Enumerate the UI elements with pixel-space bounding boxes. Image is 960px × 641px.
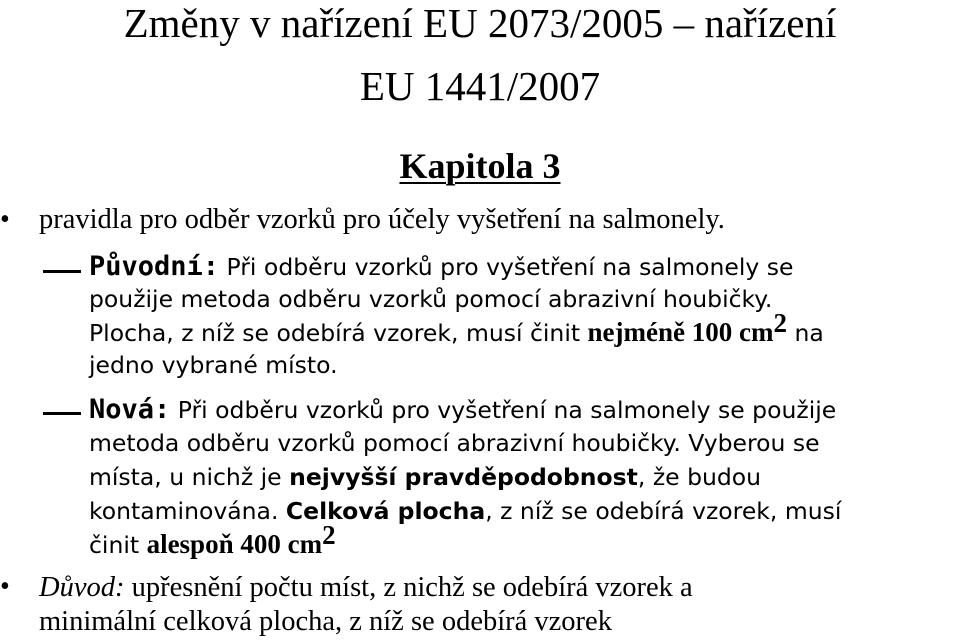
new-text-3b: , že budou bbox=[637, 463, 762, 491]
new-line-1 bbox=[89, 393, 836, 427]
page-title-line1: Změny v nařízení EU 2073/2005 – nařízení bbox=[123, 0, 837, 46]
new-line-3 bbox=[89, 461, 761, 494]
original-label: Původní: bbox=[89, 251, 220, 282]
bullet-marker: • bbox=[0, 571, 10, 602]
reason-label: Důvod: bbox=[39, 572, 125, 603]
original-line-3 bbox=[89, 308, 824, 350]
original-line-4: jedno vybrané místo. bbox=[89, 351, 338, 379]
new-text-1: Při odběru vzorků pro vyšetření na salmonely se použije bbox=[170, 396, 837, 424]
new-label: Nová: bbox=[89, 394, 171, 425]
dash-marker bbox=[43, 412, 81, 415]
new-line-2: metoda odběru vzorků pomocí abrazivní houbičky. Vyberou se bbox=[89, 429, 820, 457]
original-line-2: použije metoda odběru vzorků pomocí abrazivní houbičky. bbox=[89, 285, 773, 313]
bullet-marker: • bbox=[0, 204, 10, 235]
chapter-heading: Kapitola 3 bbox=[399, 146, 561, 186]
reason-text-1: upřesnění počtu míst, z nichž se odebírá vzorek a bbox=[124, 572, 693, 603]
bullet-rules-text: pravidla pro odběr vzorků pro účely vyšetření na salmonely. bbox=[39, 204, 725, 235]
original-line-1 bbox=[89, 250, 793, 284]
reason-line-2: minimální celková plocha, z níž se odebírá vzorek bbox=[39, 606, 612, 637]
reason-line-1 bbox=[39, 571, 693, 605]
original-text-1: Při odběru vzorků pro vyšetření na salmonely se bbox=[219, 253, 794, 281]
original-text-3a: Plocha, z níž se odebírá vzorek, musí činit bbox=[89, 319, 588, 347]
page-title-line2: EU 1441/2007 bbox=[359, 63, 601, 109]
new-total-area: Celková plocha bbox=[285, 497, 486, 525]
new-minimum-area: alespoň 400 cm bbox=[146, 529, 323, 559]
new-highest-probability: nejvyšší pravděpodobnost bbox=[289, 463, 638, 491]
new-line-5 bbox=[89, 520, 336, 562]
original-text-3b: na bbox=[786, 319, 824, 347]
original-minimum-area: nejméně 100 cm bbox=[587, 317, 774, 347]
new-line-4 bbox=[89, 495, 841, 528]
new-text-5a: činit bbox=[89, 531, 147, 559]
original-area-exponent: 2 bbox=[773, 308, 787, 339]
new-text-4a: kontaminována. bbox=[89, 497, 286, 525]
dash-marker bbox=[43, 270, 81, 273]
new-area-exponent: 2 bbox=[322, 520, 336, 551]
new-text-4b: , z níž se odebírá vzorek, musí bbox=[485, 497, 842, 525]
new-text-3a: místa, u nichž je bbox=[89, 463, 290, 491]
